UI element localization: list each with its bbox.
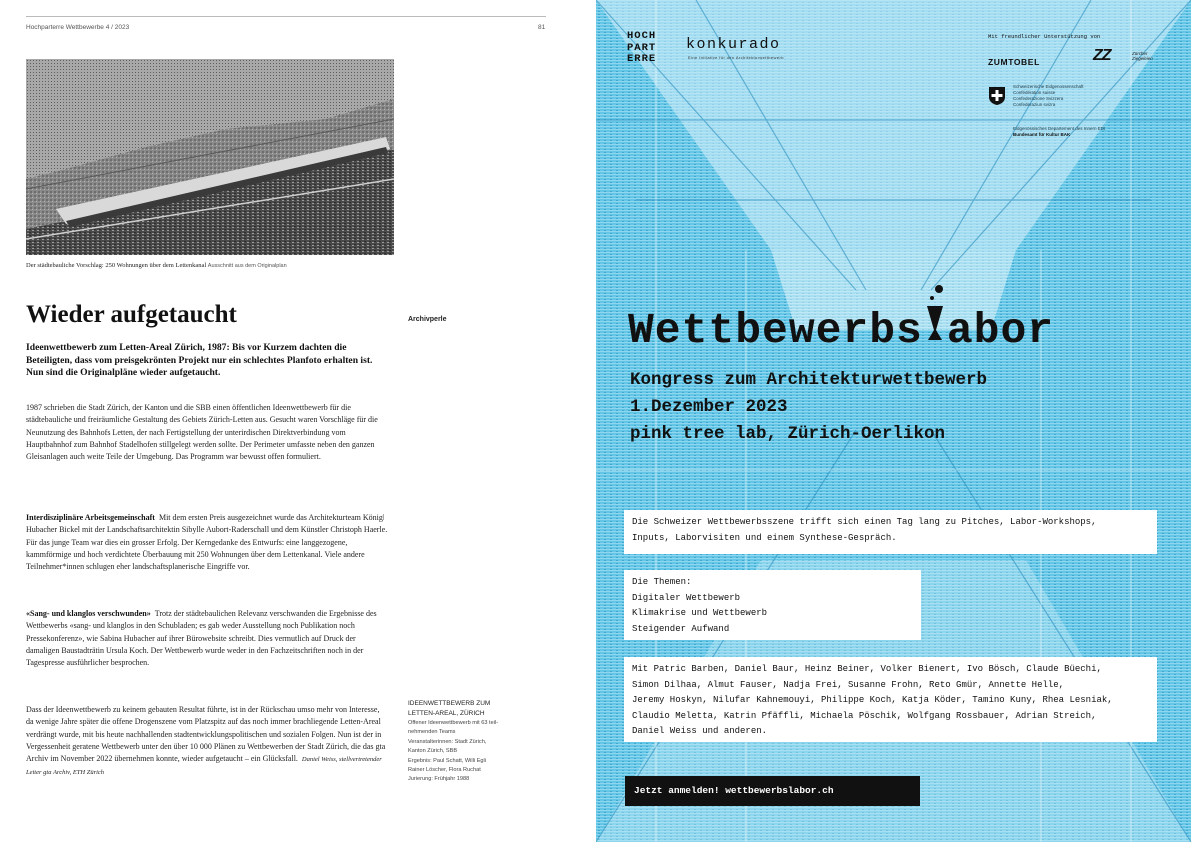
caption-text: Der städtebauliche Vorschlag: 250 Wohnungen über dem Lettenkanal [26, 262, 207, 269]
paragraph-team-body: Mit dem ersten Preis ausgezeichnet wurde das Architekturteam Königǀ Hubacher Bickel mit der Landschaftsarchitektin Sibylle Aubort-Raderschall und dem Künstler Christoph Haerle. Für das junge Team war dies ein grosser Erfolg. Der Kerngedanke des Entwurfs: eine langgezogene, kammförmige und hoch verdichtete Überbauung mit 250 Wohnungen über dem Lettenkanal. Viele andere Teilnehmer*innen schlugen eher landschaftsplanerische Eingriffe vor. [26, 513, 388, 572]
rubric-label: Archivperle [408, 316, 447, 323]
paragraph-vanished-heading: «Sang- und klanglos verschwunden» [26, 609, 151, 618]
photo-caption [26, 262, 287, 269]
facts-heading-2: LETTEN-AREAL, ZÜRICH [408, 710, 485, 717]
theme-item: Klimakrise und Wettbewerb [632, 608, 768, 618]
facts-line: Ergebnis: Paul Schatt, Willi Egli [408, 757, 487, 764]
facts-line: Offener Ideenwettbewerb mit 63 teil- [408, 720, 499, 726]
event-title-part2: abor [946, 306, 1055, 355]
konkurado-logo: konkurado [686, 36, 781, 53]
theme-item: Digitaler Wettbewerb [632, 592, 741, 603]
paragraph-conclusion-body: Dass der Ideenwettbewerb zu keinem gebauten Resultat führte, ist in der Rückschau umso mehr von Interesse, da wenige Jahre später die offene Drogenszene vom Platzspitz auf das noch immer brachliegende Letten-Areal verdrängt wurde, mit bis heute nachhallenden stadtentwicklungspolitischen und sozialen Folgen. Nun ist der in Vergessenheit geratene Wettbewerb unter den über 10 000 Plänen zu Wettbewerben der Stadt Zürich, die das gta Archiv im November 2022 übernehmen konnte, wieder aufgetaucht – ein Glücksfall. [26, 705, 386, 764]
article-lead: Ideenwettbewerb zum Letten-Areal Zürich, 1987: Bis vor Kurzem dachten die Beteiligten, dass vom preisgekrönten Projekt nur ein schlechtes Planfoto erhalten ist. Nun sind die Originalpläne wieder aufgetaucht. [26, 342, 373, 378]
zumtobel-logo: ZUMTOBEL [988, 57, 1040, 67]
confed-line: Confederaziun svizra [1013, 102, 1056, 107]
hp-logo-line: ERRE [627, 53, 657, 65]
event-advertisement [596, 0, 1191, 842]
paragraph-conclusion [26, 704, 388, 780]
facts-line: Kanton Zürich, SBB [408, 748, 458, 755]
themes-box [624, 570, 921, 640]
speakers-line: Jeremy Hoskyn, Nilufar Kahnemouyi, Philippe Koch, Katja Köder, Tamino Kuny, Rhea Lesniak, [632, 695, 1113, 705]
speakers-line: Claudio Meletta, Katrin Pfäffli, Michaela Pöschik, Wolfgang Rossbauer, Adrian Streich, [632, 710, 1097, 721]
sponsor-label: Mit freundlicher Unterstützung von [988, 33, 1101, 40]
register-cta-link[interactable]: Jetzt anmelden! wettbewerbslabor.ch [625, 776, 920, 806]
facts-line: Rainer Löscher, Flora Ruchat [408, 767, 481, 774]
confed-line: Confederazione Svizzera [1013, 96, 1064, 101]
hp-logo-line: HOCH [627, 30, 657, 42]
bak-text [1013, 126, 1105, 138]
paragraph-vanished-body: Trotz der städtebaulichen Relevanz verschwanden die Ergebnisse des Wettbewerbs «sang- und klanglos in den Schubladen; es gab weder Ausstellung noch Publikation noch Pressekonferenz», wie Sabina Hubacher auf ihrer Bürowebsite schreibt. Dies vermutlich auf Druck der damaligen Baustadträtin Ursula Koch. Der Wettbewerb wurde weder in den Fachzeitschriften noch in der Tagespresse ausführlicher besprochen. [26, 609, 377, 668]
bak-line: Eidgenössisches Departement des Innern EDI [1013, 126, 1106, 131]
event-venue: pink tree lab, Zürich-Oerlikon [630, 424, 946, 444]
speakers-line: Mit Patric Barben, Daniel Baur, Heinz Beiner, Volker Bienert, Ivo Bösch, Claude Büechi, [632, 664, 1102, 674]
zz-logo: ZZ [1093, 47, 1111, 64]
zz-tagline-line: Zürcher [1132, 51, 1148, 56]
event-date: 1.Dezember 2023 [630, 397, 788, 417]
paragraph-intro: 1987 schrieben die Stadt Zürich, der Kanton und die SBB einen öffentlichen Ideenwettbewerb für die städtebauliche und freiräumliche Gestaltung des Gebiets Zürich-Letten aus. Gesucht waren Vorschläge für die Neunutzung des Bahnhofs Letten, der nach Fertigstellung der unterirdischen Direktverbindung vom Hauptbahnhof zum Bahnhof Stadelhofen stillgelegt werden sollte. Der Perimeter umfasste neben den ganzen Gleisanlagen auch weite Teile der Umgebung. Das Programm war bewusst offen formuliert. [26, 403, 378, 462]
paragraph-team-heading: Interdisziplinäre Arbeitsgemeinschaft [26, 513, 155, 522]
paragraph-vanished [26, 608, 388, 669]
running-header: Hochparterre Wettbewerbe 4 / 2023 [26, 24, 130, 31]
confederation-text [1013, 84, 1084, 108]
facts-line: nehmenden Teams [408, 729, 456, 736]
article-title: Wieder aufgetaucht [26, 301, 237, 328]
competition-facts-box [408, 699, 543, 785]
konkurado-tagline: Eine Initiative für den Architekturwettbewerb [688, 55, 784, 60]
zz-tagline [1132, 51, 1153, 61]
facts-line: Jurierung: Frühjahr 1988 [408, 776, 470, 783]
speakers-line: Simon Dilhaa, Almut Fauser, Nadja Frei, Susanne Frohn, Reto Gmür, Annette Helle, [632, 679, 1065, 690]
page-number: 81 [538, 24, 546, 31]
bak-line: Bundesamt für Kultur BAK [1013, 132, 1071, 137]
facts-line: Veranstalterinnen: Stadt Zürich, [408, 738, 487, 745]
intro-box [624, 510, 1157, 554]
event-subtitle: Kongress zum Architekturwettbewerb [630, 370, 988, 390]
author-credit: Daniel Weiss, stellvertretender Leiter gta Archiv, ETH Zürich [26, 756, 382, 777]
intro-line: Die Schweizer Wettbewerbsszene trifft sich einen Tag lang zu Pitches, Labor-Workshops, [632, 517, 1097, 527]
header-rule [26, 16, 546, 17]
hochparterre-logo [627, 31, 656, 66]
theme-item: Steigender Aufwand [632, 623, 730, 634]
zz-tagline-line: Ziegeleien [1132, 56, 1153, 61]
facts-heading-1: IDEENWETTBEWERB ZUM [408, 700, 491, 707]
flask-icon [922, 284, 948, 344]
aerial-plan-photo [26, 59, 394, 255]
paragraph-team [26, 512, 388, 573]
confed-line: Confédération suisse [1013, 90, 1056, 95]
speakers-line: Daniel Weiss und anderen. [632, 726, 768, 736]
themes-heading: Die Themen: [632, 577, 692, 587]
swiss-cross-icon [988, 86, 1006, 106]
event-title [628, 284, 1054, 355]
event-title-part1: Wettbewerbs [628, 306, 923, 355]
photo-credit: Ausschnitt aus dem Originalplan [207, 263, 287, 269]
confed-line: Schweizerische Eidgenossenschaft [1013, 84, 1084, 89]
hp-logo-line: PART [627, 41, 657, 54]
intro-line: Inputs, Laborvisiten und einem Synthese-Gespräch. [632, 532, 897, 543]
speakers-box [624, 657, 1157, 742]
